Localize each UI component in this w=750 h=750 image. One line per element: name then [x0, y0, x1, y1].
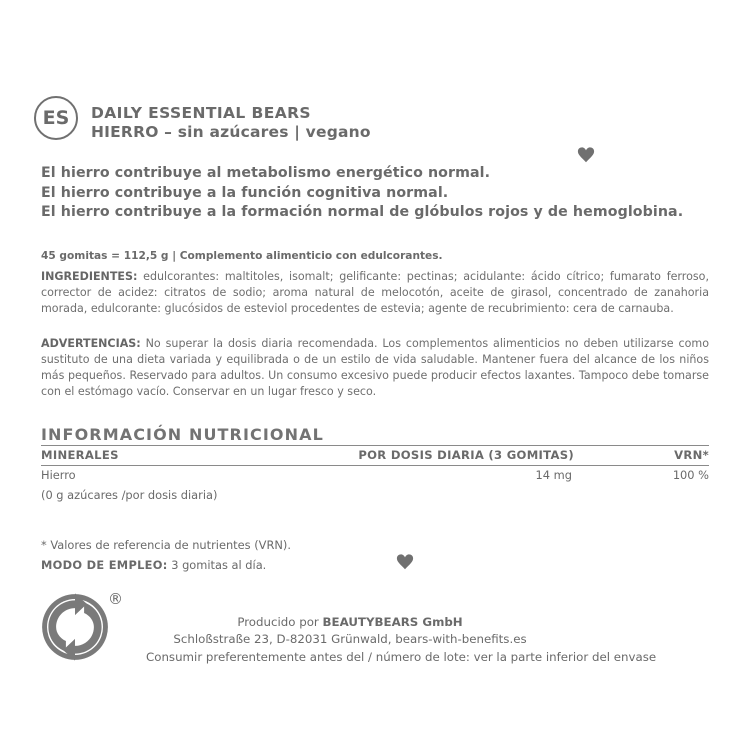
- producer-prefix: Producido por: [237, 615, 323, 629]
- ingredients-paragraph: [41, 269, 709, 317]
- table-divider: [41, 445, 709, 446]
- usage-label: MODO DE EMPLEO:: [41, 558, 168, 572]
- health-claims: [41, 164, 683, 223]
- warnings-label: ADVERTENCIAS:: [41, 337, 141, 350]
- table-cell-amount: 14 mg: [535, 468, 572, 482]
- warnings-text: No superar la dosis diaria recomendada. Los complementos alimenticios no deben utilizarse como sustituto de una dieta variada y equilibrada o de un estilo de vida saludable. Mantener fuera del alcance de los niños más pequeños. Reservado para adultos. Un consumo excesivo puede producir efectos laxantes. Tampoco debe tomarse con el estómago vacío. Conservar en un lugar fresco y seco.: [41, 337, 709, 398]
- claim-line: El hierro contribuye a la función cognitiva normal.: [41, 184, 449, 201]
- heart-icon: [577, 146, 595, 164]
- ingredients-label: INGREDIENTES:: [41, 270, 138, 283]
- table-cell-vrn: 100 %: [672, 468, 709, 482]
- table-cell-mineral-name: Hierro: [41, 468, 76, 482]
- table-header-minerals: MINERALES: [41, 448, 119, 462]
- claim-line: El hierro contribuye al metabolismo energético normal.: [41, 165, 491, 181]
- producer-address: Schloßstraße 23, D-82031 Grünwald, bears-with-benefits.es: [173, 632, 527, 646]
- vrn-footnote: * Valores de referencia de nutrientes (VRN).: [41, 538, 291, 552]
- heart-icon: [396, 553, 414, 571]
- table-divider: [41, 465, 709, 466]
- product-name: DAILY ESSENTIAL BEARS: [91, 104, 311, 122]
- producer-company: BEAUTYBEARS GmbH: [322, 615, 463, 629]
- language-badge: [34, 96, 78, 140]
- warnings-paragraph: [41, 336, 709, 400]
- producer-line: [140, 615, 560, 629]
- usage-instructions: [41, 558, 266, 572]
- nutrition-title: INFORMACIÓN NUTRICIONAL: [41, 425, 324, 444]
- package-info: 45 gomitas = 112,5 g | Complemento alimenticio con edulcorantes.: [41, 250, 443, 262]
- registered-mark: ®: [108, 590, 123, 608]
- green-dot-recycling-icon: [40, 592, 110, 662]
- table-header-vrn: VRN*: [674, 448, 709, 462]
- claim-line: El hierro contribuye a la formación normal de glóbulos rojos y de hemoglobina.: [41, 204, 684, 220]
- product-subtitle: HIERRO – sin azúcares | vegano: [91, 123, 371, 141]
- table-header-daily-dose: POR DOSIS DIARIA (3 GOMITAS): [358, 448, 574, 462]
- usage-text: 3 gomitas al día.: [167, 558, 267, 572]
- sugar-note: (0 g azúcares /por dosis diaria): [41, 488, 218, 502]
- best-before-note: Consumir preferentemente antes del / número de lote: ver la parte inferior del envase: [146, 650, 657, 664]
- language-code: ES: [42, 107, 70, 129]
- ingredients-text: edulcorantes: maltitoles, isomalt; gelificante: pectinas; acidulante: ácido cítrico; fumarato ferroso, corrector de acidez: citratos de sodio; aroma natural de melocotón, aceite de girasol, concentrado de zanahoria morada, edulcorante: glucósidos de esteviol procedentes de estevia; agente de recubrimiento: cera de carnauba.: [41, 270, 709, 315]
